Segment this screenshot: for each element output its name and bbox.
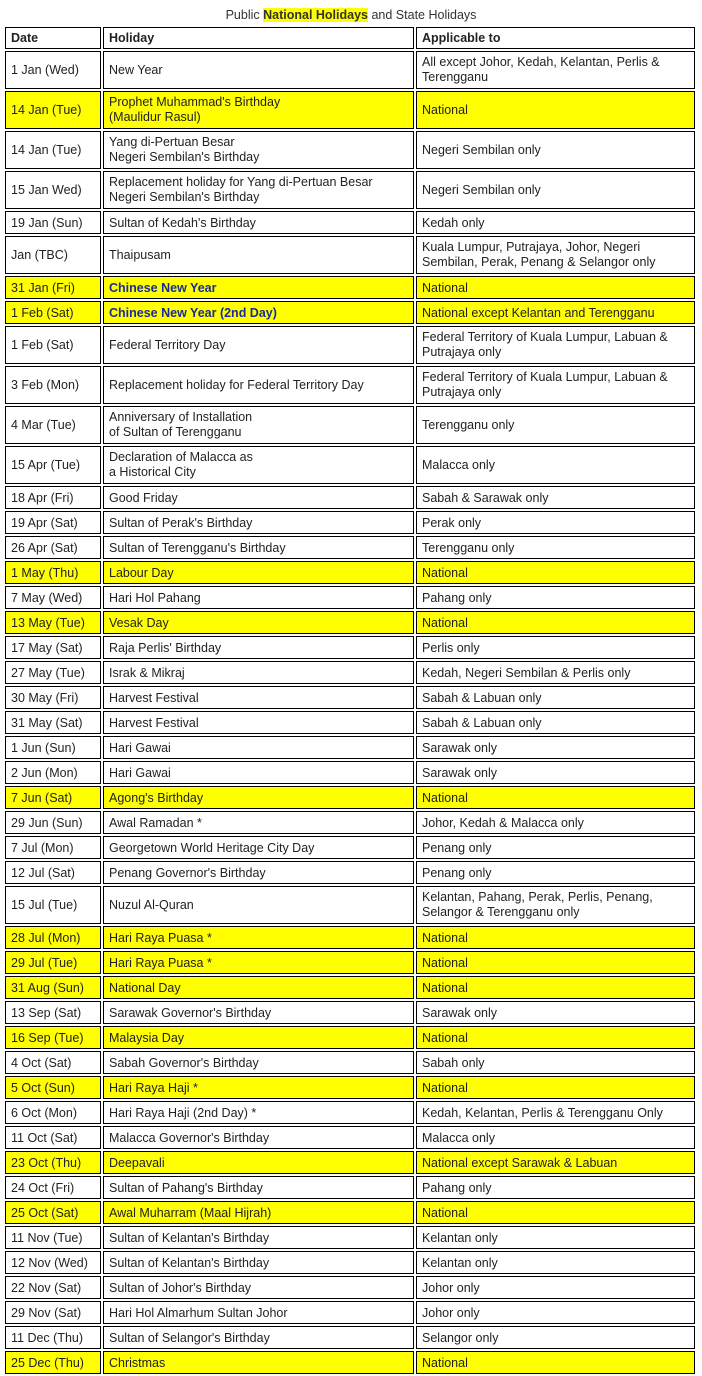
applicable-line: Pahang only [422, 1180, 492, 1195]
cell-applicable [416, 1201, 695, 1224]
cell-holiday [103, 661, 414, 684]
holiday-line: Hari Gawai [109, 765, 171, 780]
cell-applicable [416, 211, 695, 234]
applicable-line: Federal Territory of Kuala Lumpur, Labuan & [422, 370, 668, 384]
holiday-line: Good Friday [109, 490, 178, 505]
applicable-line: Sabah & Labuan only [422, 690, 542, 705]
holiday-line: Christmas [109, 1355, 166, 1370]
cell-holiday [103, 1301, 414, 1324]
table-row [5, 1151, 695, 1174]
cell-date: 28 Jul (Mon) [5, 926, 101, 949]
applicable-line: National except Sarawak & Labuan [422, 1155, 618, 1170]
applicable-line: Kelantan, Pahang, Perak, Perlis, Penang, [422, 890, 653, 904]
cell-date: 7 May (Wed) [5, 586, 101, 609]
cell-applicable [416, 861, 695, 884]
cell-holiday [103, 91, 414, 129]
cell-holiday [103, 486, 414, 509]
table-row [5, 926, 695, 949]
cell-date: 24 Oct (Fri) [5, 1176, 101, 1199]
applicable-line: Johor only [422, 1280, 480, 1295]
applicable-line: National [422, 1355, 468, 1370]
cell-holiday [103, 1151, 414, 1174]
cell-date: 11 Nov (Tue) [5, 1226, 101, 1249]
holiday-line: Vesak Day [109, 615, 169, 630]
holiday-line: Hari Raya Puasa * [109, 955, 212, 970]
cell-date: 7 Jun (Sat) [5, 786, 101, 809]
applicable-line: Sarawak only [422, 740, 498, 755]
cell-date: 15 Apr (Tue) [5, 446, 101, 484]
cell-holiday [103, 561, 414, 584]
table-row [5, 326, 695, 364]
cell-date: 4 Oct (Sat) [5, 1051, 101, 1074]
cell-holiday [103, 611, 414, 634]
cell-applicable [416, 536, 695, 559]
applicable-line: National [422, 790, 468, 805]
holiday-line: Sultan of Kedah's Birthday [109, 215, 256, 230]
applicable-line: Negeri Sembilan only [422, 182, 541, 197]
applicable-line: Perak only [422, 515, 482, 530]
applicable-line: Terengganu [422, 70, 489, 84]
table-row [5, 1351, 695, 1374]
holiday-line: Malacca Governor's Birthday [109, 1130, 270, 1145]
table-row [5, 1251, 695, 1274]
table-row [5, 686, 695, 709]
table-row [5, 366, 695, 404]
cell-date: 1 May (Thu) [5, 561, 101, 584]
applicable-line: Federal Territory of Kuala Lumpur, Labuan & [422, 330, 668, 344]
table-row [5, 1201, 695, 1224]
applicable-line: Malacca only [422, 1130, 495, 1145]
cell-holiday [103, 1176, 414, 1199]
table-row [5, 276, 695, 299]
applicable-line: National [422, 1080, 468, 1095]
holiday-line: Hari Hol Almarhum Sultan Johor [109, 1305, 288, 1320]
applicable-line: Terengganu only [422, 540, 515, 555]
holiday-line: Sultan of Perak's Birthday [109, 515, 253, 530]
applicable-line: National [422, 1030, 468, 1045]
cell-date: 5 Oct (Sun) [5, 1076, 101, 1099]
holiday-line: Sultan of Terengganu's Birthday [109, 540, 286, 555]
caption-suffix: and State Holidays [368, 8, 477, 22]
applicable-line: Penang only [422, 840, 492, 855]
holiday-line: Hari Hol Pahang [109, 590, 201, 605]
cell-holiday [103, 1126, 414, 1149]
applicable-line: Kedah, Negeri Sembilan & Perlis only [422, 665, 631, 680]
cell-applicable [416, 1301, 695, 1324]
caption-highlight: National Holidays [263, 8, 368, 22]
applicable-line: Selangor & Terengganu only [422, 905, 580, 919]
holiday-line: Sultan of Kelantan's Birthday [109, 1255, 270, 1270]
table-row [5, 736, 695, 759]
cell-date: Jan (TBC) [5, 236, 101, 274]
cell-applicable [416, 761, 695, 784]
holiday-line: Georgetown World Heritage City Day [109, 840, 315, 855]
holiday-line: Sultan of Kelantan's Birthday [109, 1230, 270, 1245]
cell-applicable [416, 1351, 695, 1374]
cell-applicable [416, 1101, 695, 1124]
applicable-line: Johor only [422, 1305, 480, 1320]
header-date: Date [5, 27, 101, 49]
cell-holiday [103, 1326, 414, 1349]
holiday-line: Sultan of Johor's Birthday [109, 1280, 252, 1295]
cell-holiday [103, 236, 414, 274]
table-row [5, 1176, 695, 1199]
cell-date: 29 Jul (Tue) [5, 951, 101, 974]
holiday-line: Harvest Festival [109, 715, 199, 730]
cell-applicable [416, 976, 695, 999]
cell-date: 14 Jan (Tue) [5, 131, 101, 169]
cell-applicable [416, 1226, 695, 1249]
table-row [5, 171, 695, 209]
applicable-line: Pahang only [422, 590, 492, 605]
cell-applicable [416, 486, 695, 509]
cell-applicable [416, 1326, 695, 1349]
cell-applicable [416, 131, 695, 169]
holiday-line: Anniversary of Installation [109, 410, 253, 424]
cell-date: 29 Nov (Sat) [5, 1301, 101, 1324]
holiday-line: (Maulidur Rasul) [109, 110, 201, 124]
cell-date: 3 Feb (Mon) [5, 366, 101, 404]
applicable-line: Kuala Lumpur, Putrajaya, Johor, Negeri [422, 240, 641, 254]
holiday-line: Prophet Muhammad's Birthday [109, 95, 281, 109]
applicable-line: National [422, 980, 468, 995]
cell-applicable [416, 1151, 695, 1174]
cell-holiday [103, 636, 414, 659]
cell-holiday [103, 711, 414, 734]
applicable-line: Sabah only [422, 1055, 485, 1070]
table-row [5, 406, 695, 444]
holiday-line: Negeri Sembilan's Birthday [109, 190, 260, 204]
cell-holiday [103, 366, 414, 404]
table-row [5, 861, 695, 884]
table-row [5, 886, 695, 924]
holiday-line: National Day [109, 980, 181, 995]
holiday-line: a Historical City [109, 465, 196, 479]
cell-applicable [416, 951, 695, 974]
table-row [5, 486, 695, 509]
table-row [5, 976, 695, 999]
holiday-line: Sultan of Selangor's Birthday [109, 1330, 270, 1345]
cell-holiday [103, 976, 414, 999]
table-row [5, 786, 695, 809]
cell-holiday [103, 1076, 414, 1099]
cell-applicable [416, 586, 695, 609]
holiday-line: Thaipusam [109, 247, 171, 262]
holiday-line: Israk & Mikraj [109, 665, 185, 680]
cell-date: 23 Oct (Thu) [5, 1151, 101, 1174]
holiday-line: Federal Territory Day [109, 337, 226, 352]
cell-holiday [103, 171, 414, 209]
holiday-line: Harvest Festival [109, 690, 199, 705]
cell-applicable [416, 51, 695, 89]
table-caption [0, 0, 702, 23]
header-row [5, 27, 695, 49]
applicable-line: Negeri Sembilan only [422, 142, 541, 157]
cell-date: 14 Jan (Tue) [5, 91, 101, 129]
cell-applicable [416, 406, 695, 444]
table-row [5, 91, 695, 129]
table-row [5, 536, 695, 559]
cell-holiday [103, 51, 414, 89]
cell-applicable [416, 661, 695, 684]
cell-date: 13 May (Tue) [5, 611, 101, 634]
cell-date: 15 Jan Wed) [5, 171, 101, 209]
cell-applicable [416, 1026, 695, 1049]
applicable-line: Kedah, Kelantan, Perlis & Terengganu Only [422, 1105, 663, 1120]
cell-applicable [416, 926, 695, 949]
cell-date: 1 Feb (Sat) [5, 301, 101, 324]
table-row [5, 211, 695, 234]
table-row [5, 561, 695, 584]
cell-applicable [416, 1076, 695, 1099]
holiday-line: Negeri Sembilan's Birthday [109, 150, 260, 164]
holiday-line: Nuzul Al-Quran [109, 897, 194, 912]
cell-date: 2 Jun (Mon) [5, 761, 101, 784]
cell-applicable [416, 1001, 695, 1024]
cell-applicable [416, 636, 695, 659]
cell-date: 15 Jul (Tue) [5, 886, 101, 924]
cell-holiday [103, 926, 414, 949]
cell-applicable [416, 511, 695, 534]
cell-applicable [416, 236, 695, 274]
cell-holiday [103, 406, 414, 444]
cell-applicable [416, 301, 695, 324]
holiday-line: Deepavali [109, 1155, 165, 1170]
cell-date: 1 Jun (Sun) [5, 736, 101, 759]
holiday-line: Labour Day [109, 565, 174, 580]
cell-applicable [416, 736, 695, 759]
cell-date: 31 Jan (Fri) [5, 276, 101, 299]
table-row [5, 1126, 695, 1149]
applicable-line: National [422, 1205, 468, 1220]
cell-applicable [416, 171, 695, 209]
cell-date: 19 Apr (Sat) [5, 511, 101, 534]
cell-holiday [103, 511, 414, 534]
cell-holiday [103, 1001, 414, 1024]
cell-applicable [416, 91, 695, 129]
cell-holiday [103, 1101, 414, 1124]
header-holiday: Holiday [103, 27, 414, 49]
applicable-line: Terengganu only [422, 417, 515, 432]
cell-date: 11 Oct (Sat) [5, 1126, 101, 1149]
applicable-line: Selangor only [422, 1330, 499, 1345]
cell-date: 6 Oct (Mon) [5, 1101, 101, 1124]
table-row [5, 51, 695, 89]
cell-holiday [103, 786, 414, 809]
applicable-line: National [422, 955, 468, 970]
holiday-line: Sultan of Pahang's Birthday [109, 1180, 263, 1195]
cell-applicable [416, 886, 695, 924]
table-row [5, 761, 695, 784]
table-row [5, 1301, 695, 1324]
holiday-line: Sabah Governor's Birthday [109, 1055, 259, 1070]
cell-holiday [103, 886, 414, 924]
cell-holiday [103, 211, 414, 234]
holiday-line: Yang di-Pertuan Besar [109, 135, 235, 149]
applicable-line: Perlis only [422, 640, 480, 655]
cell-date: 22 Nov (Sat) [5, 1276, 101, 1299]
table-row [5, 1101, 695, 1124]
holiday-line: New Year [109, 62, 163, 77]
applicable-line: Kelantan only [422, 1230, 498, 1245]
cell-date: 31 Aug (Sun) [5, 976, 101, 999]
cell-applicable [416, 611, 695, 634]
holiday-line: Chinese New Year [109, 280, 217, 295]
holiday-line: Replacement holiday for Yang di-Pertuan Besar [109, 175, 373, 189]
cell-applicable [416, 276, 695, 299]
cell-holiday [103, 301, 414, 324]
cell-date: 1 Feb (Sat) [5, 326, 101, 364]
cell-applicable [416, 1051, 695, 1074]
holiday-line: Penang Governor's Birthday [109, 865, 266, 880]
cell-holiday [103, 1201, 414, 1224]
applicable-line: National except Kelantan and Terengganu [422, 305, 655, 320]
table-row [5, 711, 695, 734]
holiday-line: Declaration of Malacca as [109, 450, 253, 464]
cell-applicable [416, 1251, 695, 1274]
applicable-line: National [422, 615, 468, 630]
table-row [5, 1001, 695, 1024]
cell-applicable [416, 1176, 695, 1199]
cell-applicable [416, 836, 695, 859]
cell-date: 11 Dec (Thu) [5, 1326, 101, 1349]
cell-holiday [103, 736, 414, 759]
cell-holiday [103, 811, 414, 834]
cell-date: 26 Apr (Sat) [5, 536, 101, 559]
applicable-line: Johor, Kedah & Malacca only [422, 815, 584, 830]
holiday-line: Hari Raya Puasa * [109, 930, 212, 945]
cell-holiday [103, 586, 414, 609]
cell-holiday [103, 1051, 414, 1074]
applicable-line: Sarawak only [422, 765, 498, 780]
caption-prefix: Public [225, 8, 264, 22]
holidays-body [5, 51, 695, 1374]
applicable-line: Putrajaya only [422, 385, 502, 399]
cell-holiday [103, 836, 414, 859]
cell-date: 30 May (Fri) [5, 686, 101, 709]
cell-holiday [103, 1226, 414, 1249]
holidays-table [3, 25, 697, 1376]
applicable-line: Sabah & Sarawak only [422, 490, 549, 505]
holiday-line: Hari Raya Haji (2nd Day) * [109, 1105, 257, 1120]
table-row [5, 611, 695, 634]
cell-date: 13 Sep (Sat) [5, 1001, 101, 1024]
cell-date: 4 Mar (Tue) [5, 406, 101, 444]
applicable-line: Putrajaya only [422, 345, 502, 359]
cell-holiday [103, 536, 414, 559]
cell-applicable [416, 326, 695, 364]
holiday-line: Hari Raya Haji * [109, 1080, 198, 1095]
applicable-line: Kedah only [422, 215, 485, 230]
holiday-line: Sarawak Governor's Birthday [109, 1005, 272, 1020]
table-row [5, 951, 695, 974]
applicable-line: Sabah & Labuan only [422, 715, 542, 730]
header-applicable: Applicable to [416, 27, 695, 49]
cell-holiday [103, 686, 414, 709]
table-row [5, 1076, 695, 1099]
applicable-line: Penang only [422, 865, 492, 880]
table-row [5, 586, 695, 609]
applicable-line: Sembilan, Perak, Penang & Selangor only [422, 255, 656, 269]
holiday-line: Awal Muharram (Maal Hijrah) [109, 1205, 272, 1220]
applicable-line: National [422, 565, 468, 580]
table-row [5, 1226, 695, 1249]
cell-date: 17 May (Sat) [5, 636, 101, 659]
cell-date: 18 Apr (Fri) [5, 486, 101, 509]
cell-applicable [416, 366, 695, 404]
cell-holiday [103, 276, 414, 299]
cell-date: 19 Jan (Sun) [5, 211, 101, 234]
cell-applicable [416, 811, 695, 834]
holiday-line: Chinese New Year (2nd Day) [109, 305, 277, 320]
cell-date: 1 Jan (Wed) [5, 51, 101, 89]
cell-applicable [416, 786, 695, 809]
applicable-line: National [422, 930, 468, 945]
applicable-line: Kelantan only [422, 1255, 498, 1270]
table-row [5, 661, 695, 684]
table-row [5, 236, 695, 274]
cell-date: 31 May (Sat) [5, 711, 101, 734]
cell-applicable [416, 1126, 695, 1149]
holiday-line: Agong's Birthday [109, 790, 204, 805]
table-row [5, 131, 695, 169]
applicable-line: Sarawak only [422, 1005, 498, 1020]
table-row [5, 811, 695, 834]
cell-holiday [103, 446, 414, 484]
cell-date: 16 Sep (Tue) [5, 1026, 101, 1049]
cell-date: 7 Jul (Mon) [5, 836, 101, 859]
applicable-line: Malacca only [422, 457, 495, 472]
cell-date: 12 Jul (Sat) [5, 861, 101, 884]
table-row [5, 1026, 695, 1049]
holiday-line: Raja Perlis' Birthday [109, 640, 222, 655]
holiday-line: Replacement holiday for Federal Territory Day [109, 377, 364, 392]
holiday-line: of Sultan of Terengganu [109, 425, 242, 439]
cell-holiday [103, 1026, 414, 1049]
cell-applicable [416, 446, 695, 484]
table-row [5, 301, 695, 324]
cell-date: 29 Jun (Sun) [5, 811, 101, 834]
cell-date: 25 Oct (Sat) [5, 1201, 101, 1224]
cell-holiday [103, 1251, 414, 1274]
cell-holiday [103, 1351, 414, 1374]
cell-date: 12 Nov (Wed) [5, 1251, 101, 1274]
table-row [5, 836, 695, 859]
applicable-line: All except Johor, Kedah, Kelantan, Perlis & [422, 55, 660, 69]
holiday-line: Awal Ramadan * [109, 815, 202, 830]
cell-holiday [103, 761, 414, 784]
table-row [5, 1051, 695, 1074]
cell-date: 27 May (Tue) [5, 661, 101, 684]
holiday-line: Malaysia Day [109, 1030, 185, 1045]
cell-date: 25 Dec (Thu) [5, 1351, 101, 1374]
holiday-line: Hari Gawai [109, 740, 171, 755]
table-row [5, 636, 695, 659]
cell-holiday [103, 951, 414, 974]
cell-holiday [103, 131, 414, 169]
table-row [5, 446, 695, 484]
cell-applicable [416, 711, 695, 734]
table-row [5, 1326, 695, 1349]
cell-holiday [103, 861, 414, 884]
applicable-line: National [422, 280, 468, 295]
cell-applicable [416, 686, 695, 709]
table-row [5, 511, 695, 534]
cell-holiday [103, 326, 414, 364]
cell-applicable [416, 561, 695, 584]
applicable-line: National [422, 102, 468, 117]
